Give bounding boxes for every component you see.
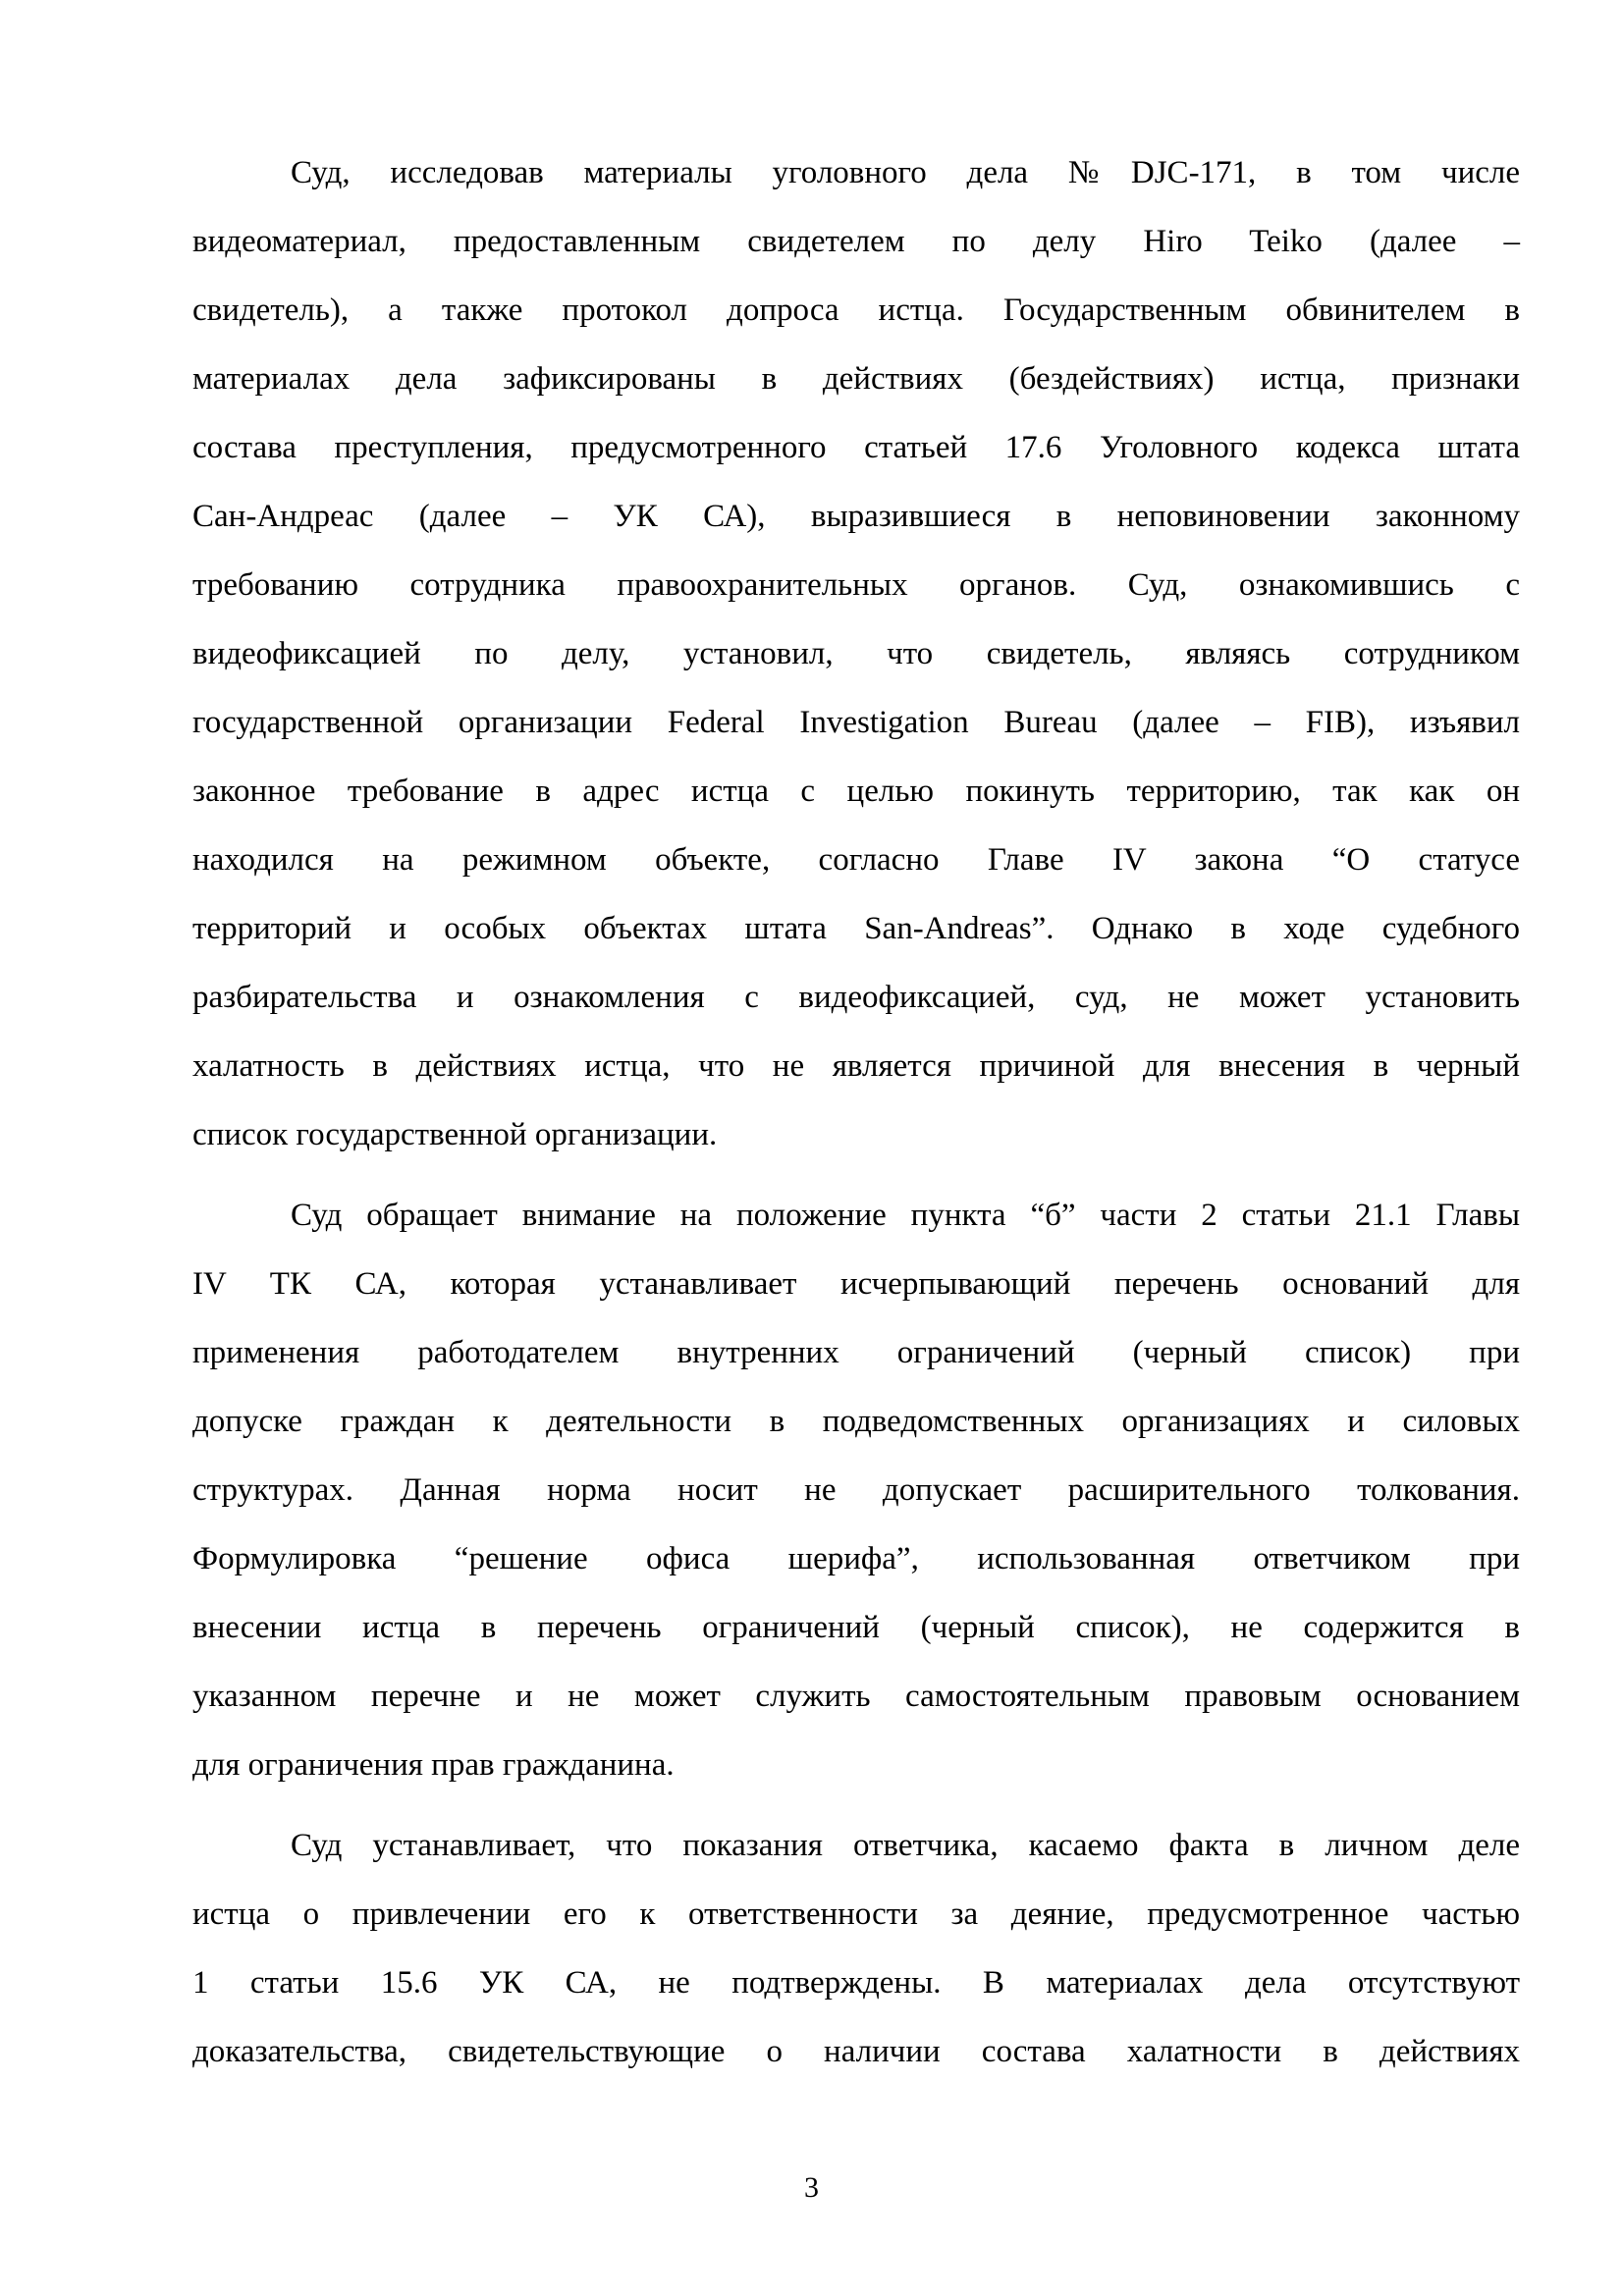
paragraph xyxy=(192,138,1520,1169)
text-line: государственной организации Federal Investigation Bureau (далее – FIB), изъявил xyxy=(192,705,1520,740)
text-line: законное требование в адрес истца с целью покинуть территорию, так как он xyxy=(192,774,1520,809)
text-line: свидетель), а также протокол допроса истца. Государственным обвинителем в xyxy=(192,293,1520,328)
text-line: Суд обращает внимание на положение пункта “б” части 2 статьи 21.1 Главы xyxy=(291,1198,1520,1233)
text-line: для ограничения прав гражданина. xyxy=(192,1747,675,1783)
text-line: требованию сотрудника правоохранительных органов. Суд, ознакомившись с xyxy=(192,567,1520,603)
text-line: видеоматериал, предоставленным свидетелем по делу Hiro Teiko (далее – xyxy=(192,224,1520,259)
text-line: материалах дела зафиксированы в действиях (бездействиях) истца, признаки xyxy=(192,361,1520,397)
text-line: структурах. Данная норма носит не допускает расширительного толкования. xyxy=(192,1472,1520,1508)
document-body xyxy=(192,138,1520,2098)
text-line: Суд устанавливает, что показания ответчика, касаемо факта в личном деле xyxy=(291,1828,1520,1863)
text-line: список государственной организации. xyxy=(192,1117,718,1152)
text-line: доказательства, свидетельствующие о наличии состава халатности в действиях xyxy=(192,2034,1520,2069)
text-line: применения работодателем внутренних ограничений (черный список) при xyxy=(192,1335,1520,1370)
text-line: территорий и особых объектах штата San-Andreas”. Однако в ходе судебного xyxy=(192,911,1520,946)
text-line: допуске граждан к деятельности в подведомственных организациях и силовых xyxy=(192,1404,1520,1439)
text-line: указанном перечне и не может служить самостоятельным правовым основанием xyxy=(192,1679,1520,1714)
text-line: видеофиксацией по делу, установил, что свидетель, являясь сотрудником xyxy=(192,636,1520,671)
text-line: Сан-Андреас (далее – УК СА), выразившиеся в неповиновении законному xyxy=(192,499,1520,534)
text-line: Формулировка “решение офиса шерифа”, использованная ответчиком при xyxy=(192,1541,1520,1576)
text-line: состава преступления, предусмотренного статьей 17.6 Уголовного кодекса штата xyxy=(192,430,1520,465)
paragraph xyxy=(192,1181,1520,1799)
text-line: находился на режимном объекте, согласно Главе IV закона “О статусе xyxy=(192,842,1520,878)
text-line: 1 статьи 15.6 УК СА, не подтверждены. В материалах дела отсутствуют xyxy=(192,1965,1520,2001)
page-number: 3 xyxy=(804,2171,819,2204)
text-line: внесении истца в перечень ограничений (черный список), не содержится в xyxy=(192,1610,1520,1645)
text-line: IV ТК СА, которая устанавливает исчерпывающий перечень оснований для xyxy=(192,1266,1520,1302)
text-line: истца о привлечении его к ответственности за деяние, предусмотренное частью xyxy=(192,1896,1520,1932)
text-line: халатность в действиях истца, что не является причиной для внесения в черный xyxy=(192,1048,1520,1084)
text-line: Суд, исследовав материалы уголовного дела №DJC-171, в том числе xyxy=(291,155,1520,190)
paragraph xyxy=(192,1811,1520,2086)
text-line: разбирательства и ознакомления с видеофиксацией, суд, не может установить xyxy=(192,980,1520,1015)
